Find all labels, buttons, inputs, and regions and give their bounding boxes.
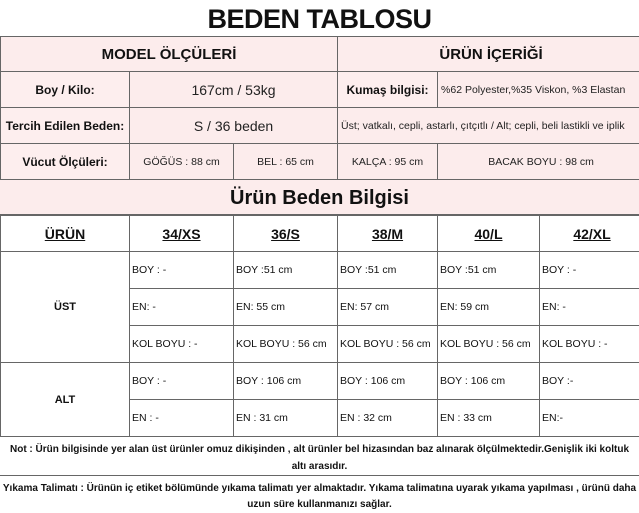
bottom-width-xl: EN:- [540,400,639,437]
top-length-l: BOY :51 cm [438,252,540,289]
bottom-length-l: BOY : 106 cm [438,363,540,400]
bottom-length-xl: BOY :- [540,363,639,400]
model-measurements-header: MODEL ÖLÇÜLERİ [1,37,338,72]
bottom-length-s: BOY : 106 cm [234,363,338,400]
top-sleeve-xs: KOL BOYU : - [130,326,234,363]
top-sleeve-m: KOL BOYU : 56 cm [338,326,438,363]
leg-length-measurement: BACAK BOYU : 98 cm [438,144,639,180]
height-weight-value: 167cm / 53kg [130,72,338,108]
top-length-xl: BOY : - [540,252,639,289]
top-length-s: BOY :51 cm [234,252,338,289]
fabric-label: Kumaş bilgisi: [338,72,438,108]
size-header-l: 40/L [438,216,540,252]
bottom-width-xs: EN : - [130,400,234,437]
body-measurements-label: Vücut Ölçüleri: [1,144,130,180]
top-sleeve-xl: KOL BOYU : - [540,326,639,363]
hip-measurement: KALÇA : 95 cm [338,144,438,180]
height-weight-label: Boy / Kilo: [1,72,130,108]
size-info-title: Ürün Beden Bilgisi [0,180,639,215]
bottom-product-label: ALT [1,363,130,437]
bottom-width-m: EN : 32 cm [338,400,438,437]
bottom-length-xs: BOY : - [130,363,234,400]
product-column-header: ÜRÜN [1,216,130,252]
page-title: BEDEN TABLOSU [0,0,639,36]
chest-measurement: GÖĞÜS : 88 cm [130,144,234,180]
top-sleeve-l: KOL BOYU : 56 cm [438,326,540,363]
size-header-xs: 34/XS [130,216,234,252]
preferred-size-label: Tercih Edilen Beden: [1,108,130,144]
top-width-xs: EN: - [130,289,234,326]
top-length-xs: BOY : - [130,252,234,289]
top-width-s: EN: 55 cm [234,289,338,326]
preferred-size-value: S / 36 beden [130,108,338,144]
top-width-xl: EN: - [540,289,639,326]
top-product-label: ÜST [1,252,130,363]
size-header-m: 38/M [338,216,438,252]
product-content-header: ÜRÜN İÇERİĞİ [338,37,639,72]
product-size-table [0,215,639,437]
washing-instructions: Yıkama Talimatı : Ürünün iç etiket bölümünde yıkama talimatı yer almaktadır. Yıkama talimatına uyarak yıkama yapılması , ürünü daha uzun süre kullanmanızı sağlar. [0,476,639,513]
top-width-m: EN: 57 cm [338,289,438,326]
bottom-length-m: BOY : 106 cm [338,363,438,400]
product-details: Üst; vatkalı, cepli, astarlı, çıtçıtlı / Alt; cepli, beli lastikli ve iplik [338,108,639,144]
model-measurements-table [0,36,639,180]
size-header-s: 36/S [234,216,338,252]
fabric-value: %62 Polyester,%35 Viskon, %3 Elastan [438,72,639,108]
bottom-width-s: EN : 31 cm [234,400,338,437]
measurement-note: Not : Ürün bilgisinde yer alan üst ürünler omuz dikişinden , alt ürünler bel hizasından baz alınarak ölçülmektedir.Genişlik iki koltuk altı arasıdır. [0,437,639,476]
top-width-l: EN: 59 cm [438,289,540,326]
waist-measurement: BEL : 65 cm [234,144,338,180]
size-header-xl: 42/XL [540,216,639,252]
bottom-width-l: EN : 33 cm [438,400,540,437]
top-length-m: BOY :51 cm [338,252,438,289]
top-sleeve-s: KOL BOYU : 56 cm [234,326,338,363]
